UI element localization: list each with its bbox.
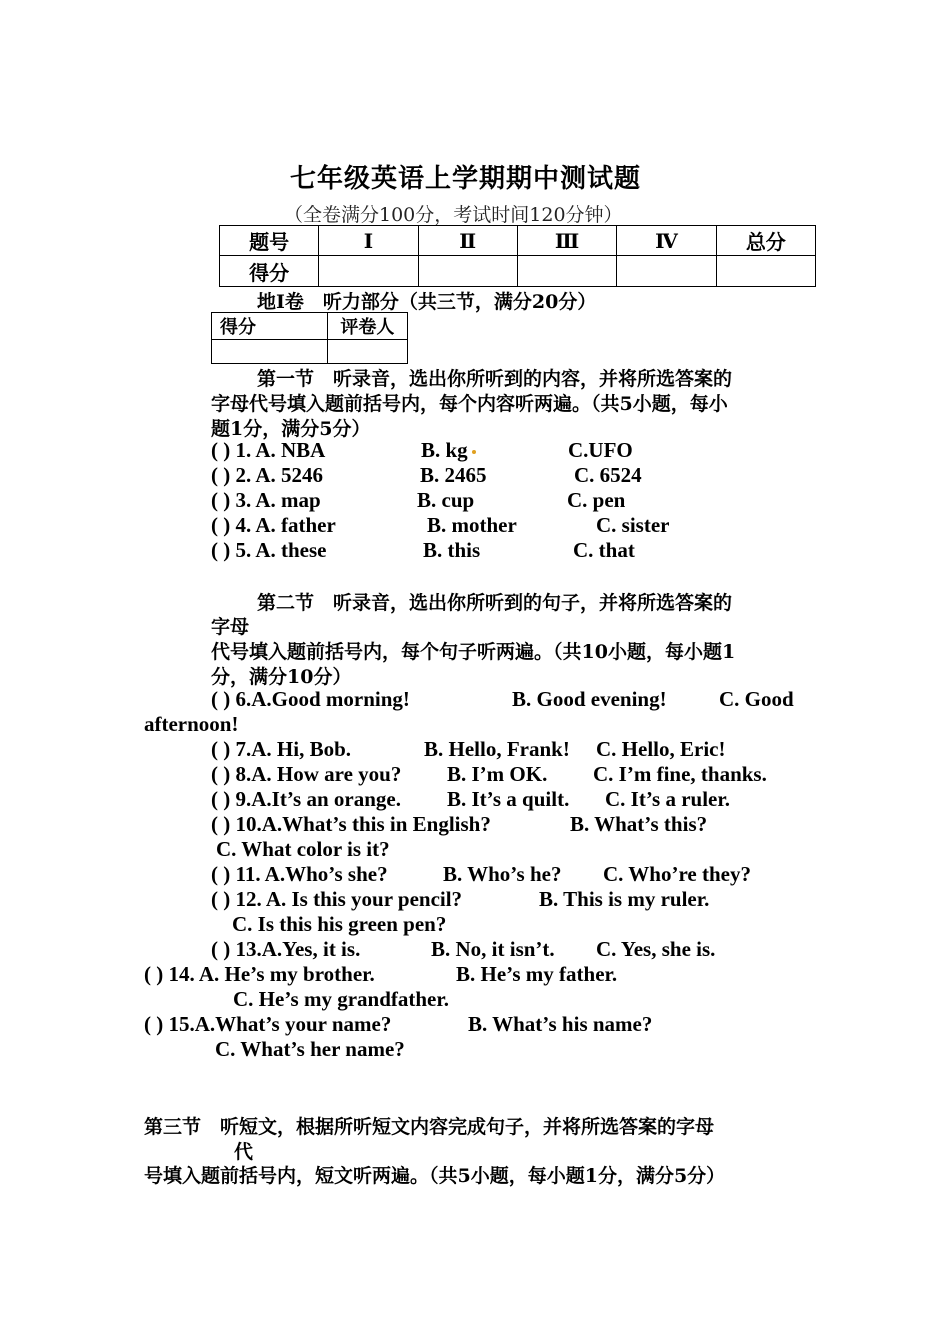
question-7-option-c: C. Hello, Eric!: [596, 737, 726, 761]
score-row-label: 得分: [220, 256, 319, 287]
question-6-option-c: C. Good: [719, 687, 794, 711]
question-13-option-b: B. No, it isn’t.: [431, 937, 555, 961]
score-header-cell: Ⅳ: [617, 226, 716, 256]
score-table: [219, 225, 816, 287]
question-4: ( ) 4. A. father: [211, 513, 336, 537]
score-cell[interactable]: [617, 256, 716, 287]
question-10-option-b: B. What’s this?: [570, 812, 708, 836]
question-12-option-c: C. Is this his green pen?: [232, 912, 447, 936]
section2-instructions: 分，满分10分）: [211, 666, 352, 688]
dot-mark: [472, 450, 476, 454]
question-1-option-b: [421, 438, 476, 463]
grader-table: [211, 312, 408, 364]
score-header-cell: Ⅱ: [418, 226, 517, 256]
question-3-option-c: C. pen: [567, 488, 626, 512]
question-9-option-b: B. It’s a quilt.: [447, 787, 570, 811]
section1-instructions: 第一节 听录音，选出你所听到的内容，并将所选答案的: [257, 368, 733, 390]
question-12-option-b: B. This is my ruler.: [539, 887, 710, 911]
section1-instructions: 题1分，满分5分）: [211, 418, 371, 440]
question-11: ( ) 11. A.Who’s she?: [211, 862, 388, 886]
grader-name-cell[interactable]: [327, 340, 407, 364]
question-7-option-b: B. Hello, Frank!: [424, 737, 570, 761]
section2-instructions: 第二节 听录音，选出你所听到的句子，并将所选答案的: [257, 592, 733, 614]
question-2-option-b: B. 2465: [420, 463, 487, 487]
question-4-option-b: B. mother: [427, 513, 517, 537]
question-6-option-b: B. Good evening!: [512, 687, 667, 711]
question-13-option-c: C. Yes, she is.: [596, 937, 716, 961]
question-13: ( ) 13.A.Yes, it is.: [211, 937, 361, 961]
question-11-option-b: B. Who’s he?: [443, 862, 562, 886]
question-15: ( ) 15.A.What’s your name?: [144, 1012, 392, 1036]
question-9-option-c: C. It’s a ruler.: [605, 787, 731, 811]
question-6: ( ) 6.A.Good morning!: [211, 687, 410, 711]
grader-score-label: 得分: [212, 313, 328, 340]
question-5: ( ) 5. A. these: [211, 538, 327, 562]
page-subtitle: （全卷满分100分，考试时间120分钟）: [284, 204, 623, 226]
question-15-option-c: C. What’s her name?: [215, 1037, 405, 1061]
grader-score-cell[interactable]: [212, 340, 328, 364]
score-header-cell: 总分: [716, 226, 815, 256]
question-2: ( ) 2. A. 5246: [211, 463, 323, 487]
question-14-option-b: B. He’s my father.: [456, 962, 618, 986]
score-header-cell: Ⅰ: [319, 226, 418, 256]
question-7: ( ) 7.A. Hi, Bob.: [211, 737, 352, 761]
question-15-option-b: B. What’s his name?: [468, 1012, 653, 1036]
section3-instructions: 代: [234, 1141, 254, 1163]
question-2-option-c: C. 6524: [574, 463, 642, 487]
part1-heading: 地Ⅰ卷 听力部分（共三节，满分20分）: [257, 291, 597, 313]
question-10: ( ) 10.A.What’s this in English?: [211, 812, 491, 836]
score-cell[interactable]: [716, 256, 815, 287]
question-8-option-c: C. I’m fine, thanks.: [593, 762, 767, 786]
question-12: ( ) 12. A. Is this your pencil?: [211, 887, 463, 911]
question-11-option-c: C. Who’re they?: [603, 862, 751, 886]
question-8: ( ) 8.A. How are you?: [211, 762, 402, 786]
page-title: 七年级英语上学期期中测试题: [290, 164, 642, 194]
score-header-cell: 题号: [220, 226, 319, 256]
section3-instructions: 号填入题前括号内，短文听两遍。（共5小题，每小题1分，满分5分）: [144, 1165, 726, 1187]
score-header-cell: Ⅲ: [517, 226, 616, 256]
question-3-option-b: B. cup: [417, 488, 475, 512]
question-9: ( ) 9.A.It’s an orange.: [211, 787, 401, 811]
option-text: B. kg: [421, 438, 468, 462]
section2-instructions: 字母: [211, 616, 250, 638]
section1-instructions: 字母代号填入题前括号内，每个内容听两遍。（共5小题，每小: [211, 393, 728, 415]
section2-instructions: 代号填入题前括号内，每个句子听两遍。（共10小题，每小题1: [211, 641, 736, 663]
score-cell[interactable]: [418, 256, 517, 287]
question-14-option-c: C. He’s my grandfather.: [233, 987, 450, 1011]
grader-label: 评卷人: [327, 313, 407, 340]
score-cell[interactable]: [319, 256, 418, 287]
section3-instructions: 第三节 听短文，根据所听短文内容完成句子，并将所选答案的字母: [144, 1116, 715, 1138]
question-3: ( ) 3. A. map: [211, 488, 321, 512]
question-5-option-b: B. this: [423, 538, 481, 562]
question-5-option-c: C. that: [573, 538, 635, 562]
question-14: ( ) 14. A. He’s my brother.: [144, 962, 375, 986]
question-8-option-b: B. I’m OK.: [447, 762, 548, 786]
question-6-continuation: afternoon!: [144, 712, 239, 736]
score-cell[interactable]: [517, 256, 616, 287]
question-10-option-c: C. What color is it?: [216, 837, 390, 861]
question-1: ( ) 1. A. NBA: [211, 438, 326, 462]
question-1-option-c: C.UFO: [568, 438, 633, 462]
question-4-option-c: C. sister: [596, 513, 670, 537]
